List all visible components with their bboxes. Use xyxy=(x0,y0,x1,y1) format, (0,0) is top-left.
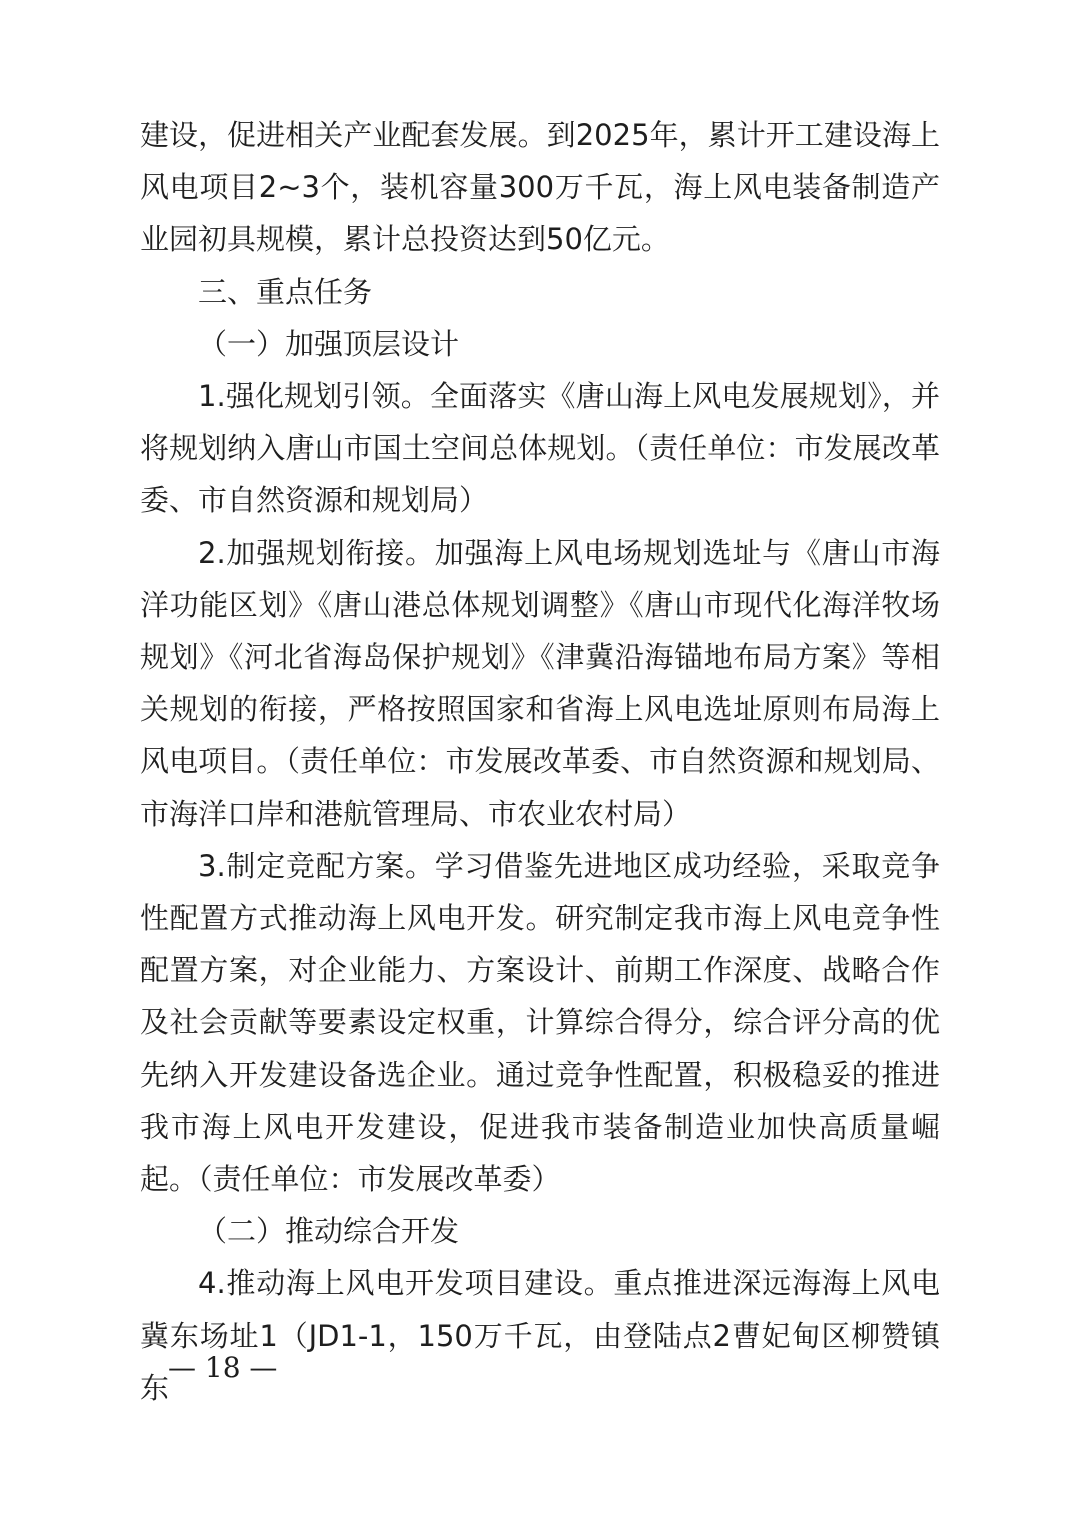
paragraph-item-1: 1.强化规划引领。全面落实《唐山海上风电发展规划》，并将规划纳入唐山市国土空间总体规划。（责任单位：市发展改革委、市自然资源和规划局） xyxy=(140,379,940,518)
page-number: — 18 — xyxy=(168,1351,278,1384)
paragraph-item-3: 3.制定竞配方案。学习借鉴先进地区成功经验，采取竞争性配置方式推动海上风电开发。研究制定我市海上风电竞争性配置方案，对企业能力、方案设计、前期工作深度、战略合作及社会贡献等要素设定权重，计算综合得分，综合评分高的优先纳入开发建设备选企业。通过竞争性配置，积极稳妥的推进我市海上风电开发建设，促进我市装备制造业加快高质量崛起。（责任单位：市发展改革委） xyxy=(140,848,940,1197)
paragraph-item-4: 4.推动海上风电开发项目建设。重点推进深远海海上风电冀东场址1（JD1-1，150万千瓦，由登陆点2曹妃甸区柳赞镇东 xyxy=(140,1266,940,1405)
document-body xyxy=(140,109,940,1414)
paragraph-item-2: 2.加强规划衔接。加强海上风电场规划选址与《唐山市海洋功能区划》《唐山港总体规划调整》《唐山市现代化海洋牧场规划》《河北省海岛保护规划》《津冀沿海锚地布局方案》等相关规划的衔接，严格按照国家和省海上风电选址原则布局海上风电项目。（责任单位：市发展改革委、市自然资源和规划局、市海洋口岸和港航管理局、市农业农村局） xyxy=(140,535,940,831)
section-heading-key-tasks: 三、重点任务 xyxy=(198,274,373,309)
subsection-heading-comprehensive-development: （二）推动综合开发 xyxy=(198,1214,460,1249)
paragraph-goals-continued: 建设，促进相关产业配套发展。到2025年，累计开工建设海上风电项目2~3个，装机容量300万千瓦，海上风电装备制造产业园初具规模，累计总投资达到50亿元。 xyxy=(140,118,940,257)
subsection-heading-top-level-design: （一）加强顶层设计 xyxy=(198,326,460,361)
